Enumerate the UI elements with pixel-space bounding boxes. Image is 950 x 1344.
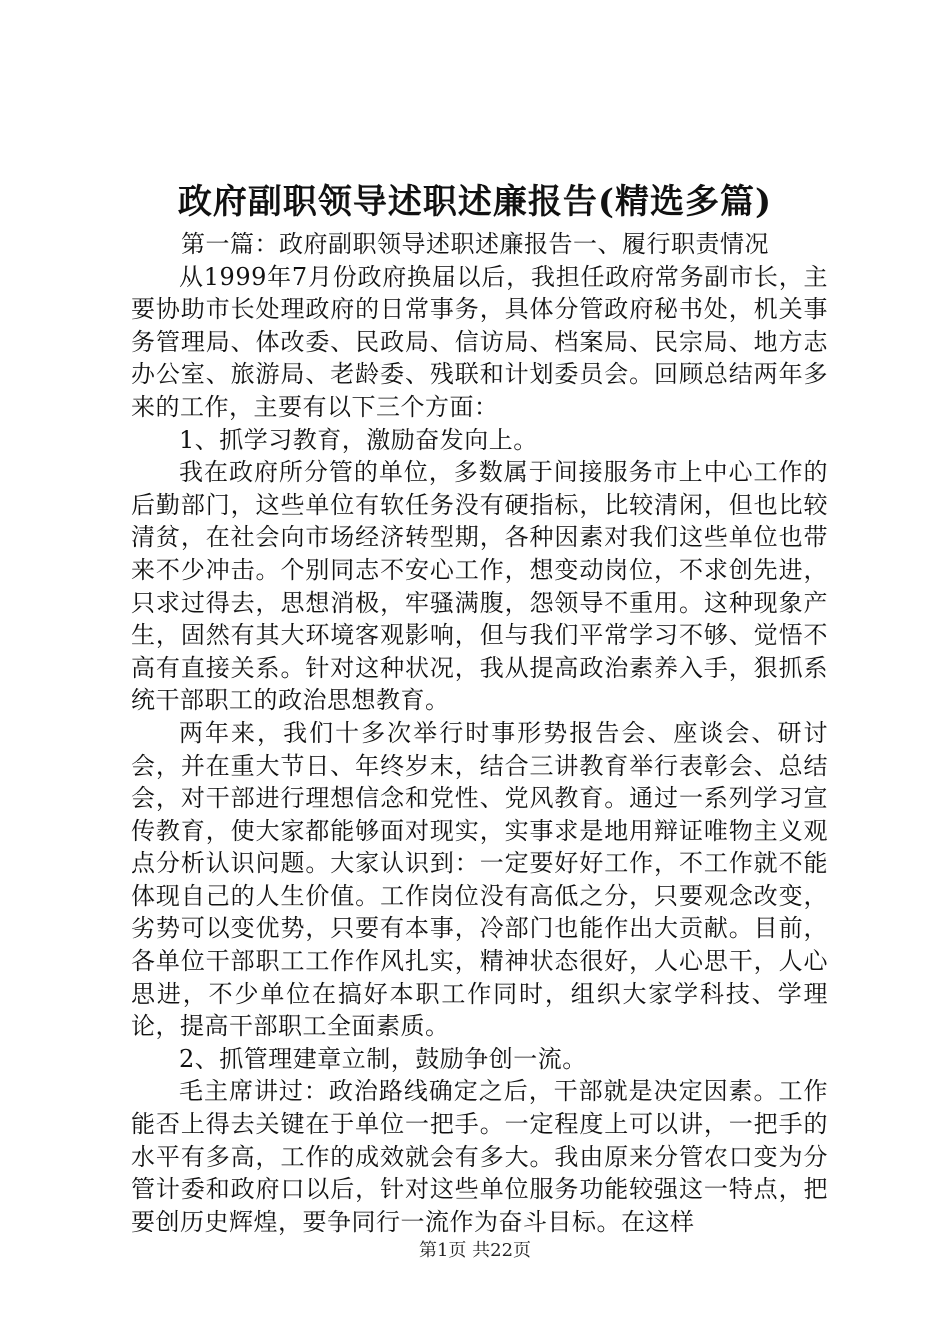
paragraph-point-1-heading: 1、抓学习教育，激励奋发向上。 [179,425,538,454]
paragraph-intro: 从1999年7月份政府换届以后，我担任政府常务副市长，主要协助市长处理政府的日常事务，具体分管政府秘书处，机关事务管理局、体改委、民政局、信访局、档案局、民宗局、地方志办公室、旅游局、老龄委、残联和计划委员会。回顾总结两年多来的工作，主要有以下三个方面： [131,262,828,421]
page-number-footer: 第1页 共22页 [418,1240,532,1261]
paragraph-point-1-body: 我在政府所分管的单位，多数属于间接服务市上中心工作的后勤部门，这些单位有软任务没有硬指标，比较清闲，但也比较清贫，在社会向市场经济转型期，各种因素对我们这些单位也带来不少冲击。个别同志不安心工作，想变动岗位，不求创先进，只求过得去，思想消极，牢骚满腹，怨领导不重用。这种现象产生，固然有其大环境客观影响，但与我们平常学习不够、觉悟不高有直接关系。针对这种状况，我从提高政治素养入手，狠抓系统干部职工的政治思想教育。 [131,458,828,715]
paragraph-point-2-body: 毛主席讲过：政治路线确定之后，干部就是决定因素。工作能否上得去关键在于单位一把手。一定程度上可以讲，一把手的水平有多高，工作的成效就会有多大。我由原来分管农口变为分管计委和政府口以后，针对这些单位服务功能较强这一特点，把要创历史辉煌，要争同行一流作为奋斗目标。在这样 [131,1077,828,1236]
paragraph-point-2-heading: 2、抓管理建章立制，鼓励争创一流。 [179,1044,587,1073]
paragraph-point-1-results: 两年来，我们十多次举行时事形势报告会、座谈会、研讨会，并在重大节日、年终岁末，结合三讲教育举行表彰会、总结会，对干部进行理想信念和党性、党风教育。通过一系列学习宣传教育，使大家都能够面对现实，实事求是地用辩证唯物主义观点分析认识问题。大家认识到：一定要好好工作，不工作就不能体现自己的人生价值。工作岗位没有高低之分，只要观念改变，劣势可以变优势，只要有本事，冷部门也能作出大贡献。目前，各单位干部职工工作作风扎实，精神状态很好，人心思干，人心思进，不少单位在搞好本职工作同时，组织大家学科技、学理论，提高干部职工全面素质。 [131,718,828,1041]
document-body [131,228,828,1238]
document-title: 政府副职领导述职述廉报告(精选多篇) [177,182,773,222]
paragraph-section-heading: 第一篇：政府副职领导述职述廉报告一、履行职责情况 [181,230,769,258]
